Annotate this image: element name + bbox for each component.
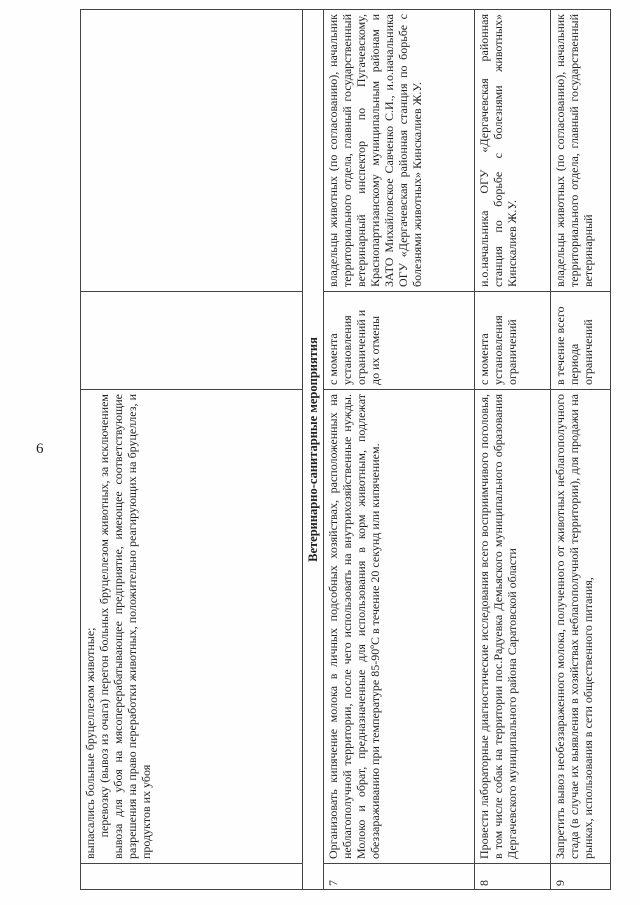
- row-number: 9: [551, 864, 611, 890]
- measure-text: перевозку (вывоз из очага) перегон больных бруцеллезом животных, за исключением вывоза для убоя на мясоперерабатывающее предприятие, имеющее соответствующие разрешения на право переработки животных, положительно реагирующих на бруцеллез, и продуктов их убоя: [97, 394, 153, 859]
- measure-cell: Запретить вывоз необеззараженного молока, полученного от животных неблагополучного стада (в случае их выявления в хозяйствах неблагополучной территории), для продажи на рынках, использования в сети общественного питания,: [551, 390, 611, 864]
- section-row: [303, 10, 324, 890]
- row-number: 7: [324, 864, 475, 890]
- measure-cell: Организовать кипячение молока в личных подсобных хозяйствах, расположенных на неблагополучной территории, после чего использовать на внутрихозяйственные нужды. Молоко и обрат, предназначенные для использования в корм животным, подлежат обеззараживанию при температуре 85-90ºС в течение 20 секунд или кипячением.: [324, 390, 475, 864]
- deadline-cell: с момента установления ограничений и до их отмены: [324, 292, 475, 390]
- table-row: [551, 10, 611, 890]
- table-row: [475, 10, 551, 890]
- deadline-cell: с момента установления ограничений: [475, 292, 551, 390]
- responsible-cell: владельцы животных (по согласованию), начальник территориального отдела, главный государственный ветеринарный инспектор по Пугачевскому, Краснопартизанскому муниципальным районам и ЗАТО Михайловское Савченко С.И., и.о.начальника ОГУ «Дергачевская районная станция по борьбе с болезнями животных» Кинскалиев Ж.У.: [324, 10, 475, 292]
- deadline-cell: [81, 292, 303, 390]
- table-row: [324, 10, 475, 890]
- responsible-cell: владельцы животных (по согласованию), начальник территориального отдела, главный государственный ветеринарный: [551, 10, 611, 292]
- responsible-cell: и.о.начальника ОГУ «Дергачевская районная станция по борьбе с болезнями животных» Кинскалиев Ж.У.: [475, 10, 551, 292]
- deadline-cell: в течение всего периода ограничений: [551, 292, 611, 390]
- row-number-cell: [81, 864, 303, 890]
- measure-text: выпасались больные бруцеллезом животные;: [83, 627, 97, 859]
- section-title: Ветеринарно-санитарные мероприятия: [303, 10, 324, 890]
- measures-table: [80, 9, 611, 890]
- measure-cell: [81, 390, 303, 864]
- page-number: 6: [36, 441, 44, 457]
- table-row: [81, 10, 303, 890]
- row-number: 8: [475, 864, 551, 890]
- responsible-cell: [81, 10, 303, 292]
- measure-cell: Провести лабораторные диагностические исследования всего восприимчивого поголовья, в том числе собак на территории пос.Радуевка Демьяского муниципального образования Дергачевского муниципального района Саратовской области: [475, 390, 551, 864]
- rotated-table-container: [80, 10, 622, 890]
